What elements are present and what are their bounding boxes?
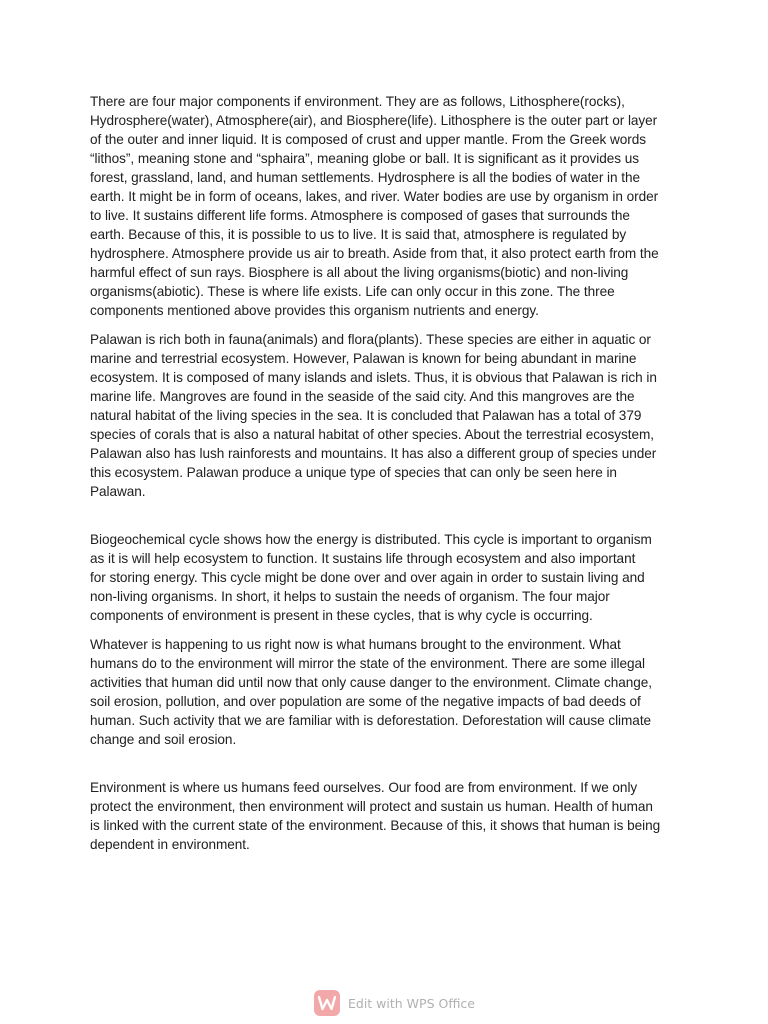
paragraph-biogeochemical-cycle: Biogeochemical cycle shows how the energy is distributed. This cycle is important to organism as it is will help ecosystem to function. It sustains life through ecosystem and also important for storing energy. This cycle might be done over and over again in order to sustain living and non-living organisms. In short, it helps to sustain the needs of organism. The four major components of environment is present in these cycles, that is why cycle is occurring. [90, 532, 652, 623]
paragraph-human-dependence: Environment is where us humans feed ourselves. Our food are from environment. If we only protect the environment, then environment will protect and sustain us human. Health of human is linked with the current state of the environment. Because of this, it shows that human is being dependent in environment. [90, 780, 661, 852]
document-body [90, 92, 682, 854]
paragraph-components-of-environment: There are four major components if environment. They are as follows, Lithosphere(rocks), Hydrosphere(water), Atmosphere(air), and Biosphere(life). Lithosphere is the outer part or layer of the outer and inner liquid. It is composed of crust and upper mantle. From the Greek words “lithos”, meaning stone and “sphaira”, meaning globe or ball. It is significant as it provides us forest, grassland, land, and human settlements. Hydrosphere is all the bodies of water in the earth. It might be in form of oceans, lakes, and river. Water bodies are use by organism in order to live. It sustains different life forms. Atmosphere is composed of gases that surrounds the earth. Because of this, it is possible to us to live. It is said that, atmosphere is regulated by hydrosphere. Atmosphere provide us air to breath. Aside from that, it also protect earth from the harmful effect of sun rays. Biosphere is all about the living organisms(biotic) and non-living organisms(abiotic). These is where life exists. Life can only occur in this zone. The three components mentioned above provides this organism nutrients and energy. [90, 94, 659, 318]
paragraph-human-impact: Whatever is happening to us right now is what humans brought to the environment. What humans do to the environment will mirror the state of the environment. There are some illegal activities that human did until now that only cause danger to the environment. Climate change, soil erosion, pollution, and over population are some of the negative impacts of bad deeds of human. Such activity that we are familiar with is deforestation. Deforestation will cause climate change and soil erosion. [90, 637, 653, 747]
paragraph-spacer [90, 501, 682, 530]
paragraph-spacer [90, 749, 682, 778]
paragraph-palawan: Palawan is rich both in fauna(animals) and flora(plants). These species are either in aquatic or marine and terrestrial ecosystem. However, Palawan is known for being abundant in marine ecosystem. It is composed of many islands and islets. Thus, it is obvious that Palawan is rich in marine life. Mangroves are found in the seaside of the said city. And this mangroves are the natural habitat of the living species in the sea. It is concluded that Palawan has a total of 379 species of corals that is also a natural habitat of other species. About the terrestrial ecosystem, Palawan also has lush rainforests and mountains. It has also a different group of species under this ecosystem. Palawan produce a unique type of species that can only be seen here in Palawan. [90, 332, 657, 499]
edit-with-wps-label: Edit with WPS Office [348, 995, 475, 1011]
wps-office-logo-icon [314, 990, 340, 1016]
wps-edit-footer[interactable] [314, 989, 475, 1017]
paragraph-spacer [90, 625, 682, 635]
paragraph-spacer [90, 320, 682, 330]
